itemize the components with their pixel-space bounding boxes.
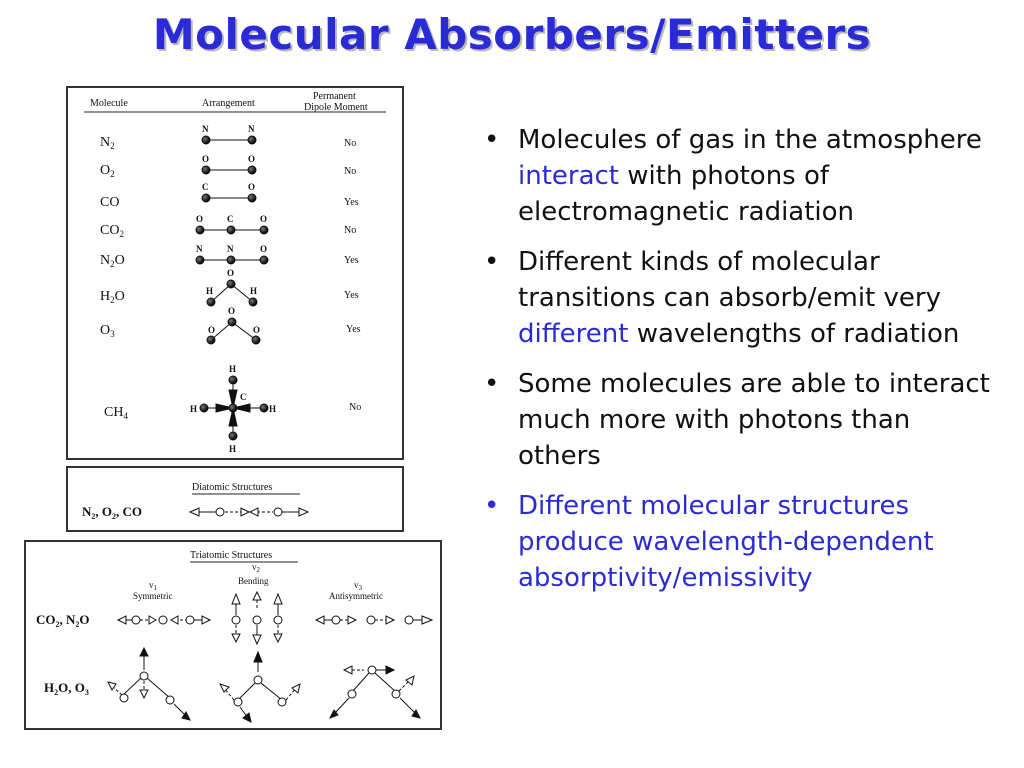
svg-text:N: N — [248, 124, 255, 134]
svg-text:O: O — [260, 214, 268, 224]
svg-text:O: O — [248, 182, 256, 192]
diatomic-structures-figure — [68, 468, 402, 530]
bullet-marker: • — [484, 247, 500, 277]
molecule-table-figure — [68, 88, 402, 458]
row-formula-o3: $O_3$ — [100, 323, 115, 339]
bullet-marker: • — [484, 369, 500, 399]
bullet-marker: • — [484, 125, 500, 155]
svg-text:H: H — [269, 404, 277, 414]
bullet-item-2: • Different kinds of molecular transitions can absorb/emit very different wavelengths of radiation — [480, 244, 1000, 352]
svg-text:N: N — [196, 244, 203, 254]
row-dipole-ch4: No — [349, 402, 362, 413]
slide-title: Molecular Absorbers/Emitters — [152, 10, 872, 59]
svg-text:O: O — [253, 325, 261, 335]
triatomic-structures-panel — [24, 540, 442, 730]
triatomic-structures-figure — [26, 542, 440, 728]
svg-text:H: H — [229, 364, 237, 374]
arrangement-co2 — [196, 226, 268, 234]
svg-text:O: O — [260, 244, 268, 254]
svg-text:H: H — [250, 286, 258, 296]
bullet-item-1: • Molecules of gas in the atmosphere interact with photons of electromagnetic radiation — [480, 122, 1000, 230]
diatomic-molecules: $N_2$, $O_2$, CO — [82, 504, 143, 521]
row-dipole-o2: No — [344, 166, 357, 177]
row-formula-co2: $CO_2$ — [100, 223, 124, 239]
svg-text:C: C — [202, 182, 209, 192]
bullet-item-3: • Some molecules are able to interact much more with photons than others — [480, 366, 1000, 474]
header-arrangement: Arrangement — [202, 98, 255, 109]
row-dipole-co2: No — [344, 225, 357, 236]
diatomic-structures-panel — [66, 466, 404, 532]
svg-text:O: O — [227, 268, 235, 278]
mode-v1-name: Symmetric — [133, 591, 173, 601]
v1-bent-diagram — [108, 648, 190, 720]
mode-v2-symbol: $v_2$ — [252, 562, 260, 574]
svg-text:C: C — [227, 214, 234, 224]
row-formula-n2: $N_2$ — [100, 135, 115, 151]
arrangement-ch4 — [200, 376, 268, 440]
row-formula-co: CO — [100, 195, 120, 210]
svg-text:O: O — [208, 325, 216, 335]
svg-text:O: O — [196, 214, 204, 224]
row-dipole-n2: No — [344, 138, 357, 149]
v1-linear-diagram — [118, 616, 210, 624]
header-molecule: Molecule — [90, 98, 128, 109]
svg-text:C: C — [240, 392, 247, 402]
triatomic-row-bent-label: $H_2O$, $O_3$ — [44, 680, 89, 697]
v2-linear-diagram — [232, 592, 282, 644]
v3-linear-diagram — [316, 616, 432, 624]
arrangement-co — [202, 194, 256, 202]
svg-text:O: O — [228, 306, 236, 316]
row-formula-n2o: $N_2O$ — [100, 253, 125, 269]
arrangement-o2 — [202, 166, 256, 174]
svg-text:H: H — [190, 404, 198, 414]
mode-v2-name: Bending — [238, 576, 269, 586]
highlight-different: different — [518, 319, 629, 349]
header-dipole-line2: Dipole Moment — [304, 102, 368, 113]
diatomic-title: Diatomic Structures — [192, 482, 273, 493]
svg-text:O: O — [248, 154, 256, 164]
mode-v3-name: Antisymmetric — [329, 591, 383, 601]
triatomic-title: Triatomic Structures — [190, 550, 273, 561]
svg-text:H: H — [206, 286, 214, 296]
row-formula-ch4: $CH_4$ — [104, 405, 128, 421]
svg-text:H: H — [229, 444, 237, 454]
molecule-table-panel — [66, 86, 404, 460]
row-dipole-h2o: Yes — [344, 290, 359, 301]
svg-text:O: O — [202, 154, 210, 164]
mode-v3-symbol: $v_3$ — [354, 580, 362, 592]
svg-text:N: N — [227, 244, 234, 254]
diatomic-vibration-diagram — [190, 508, 308, 516]
arrangement-n2o — [196, 256, 268, 264]
svg-text:N: N — [202, 124, 209, 134]
triatomic-row-linear-label: $CO_2$, $N_2O$ — [36, 612, 90, 629]
bullet-item-4: • Different molecular structures produce wavelength-dependent absorptivity/emissivity — [480, 488, 1000, 596]
v3-bent-diagram — [330, 666, 420, 718]
mode-v1-symbol: $v_1$ — [149, 580, 157, 592]
row-dipole-n2o: Yes — [344, 255, 359, 266]
highlight-interact: interact — [518, 161, 620, 191]
arrangement-n2 — [202, 136, 256, 144]
bullet-list — [480, 122, 1000, 610]
row-formula-o2: $O_2$ — [100, 163, 115, 179]
row-dipole-co: Yes — [344, 197, 359, 208]
row-formula-h2o: $H_2O$ — [100, 289, 125, 305]
header-dipole-line1: Permanent — [313, 91, 356, 102]
row-dipole-o3: Yes — [346, 324, 361, 335]
bullet-marker: • — [484, 491, 500, 521]
v2-bent-diagram — [220, 652, 300, 722]
